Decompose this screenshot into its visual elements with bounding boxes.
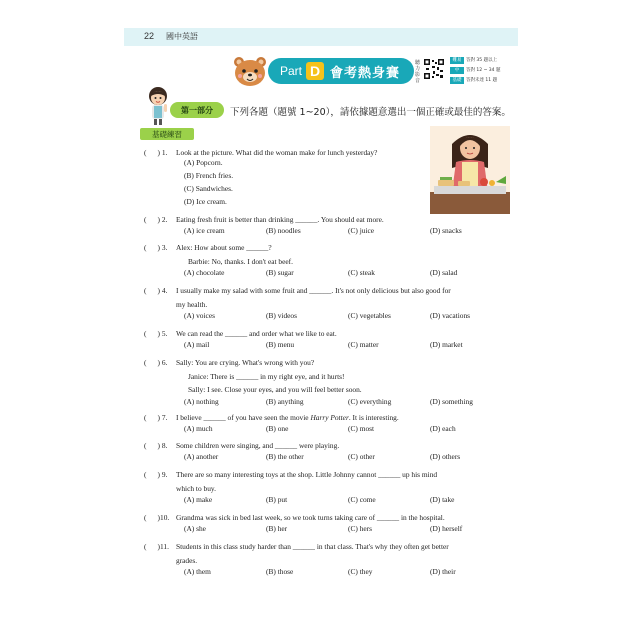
- score-row: [450, 66, 516, 74]
- answer-option[interactable]: (D) something: [430, 397, 473, 406]
- answer-option[interactable]: (B) anything: [266, 397, 304, 406]
- question-line: Look at the picture. What did the woman make for lunch yesterday?: [176, 148, 378, 157]
- question-stem: [176, 241, 536, 268]
- answer-option[interactable]: (D) each: [430, 424, 456, 433]
- answer-option[interactable]: (A) much: [184, 424, 213, 433]
- question-line: I usually make my salad with some fruit and ______. It's not only delicious but also good for: [176, 286, 451, 295]
- question-stem: [176, 468, 536, 495]
- question-line: [176, 411, 536, 425]
- question-line: Some children were singing, and ______ were playing.: [176, 441, 340, 450]
- question-line: Alex: How about some ______?: [176, 243, 272, 252]
- answer-option[interactable]: (A) she: [184, 524, 206, 533]
- question-stem: [176, 511, 536, 525]
- answer-option[interactable]: (C) juice: [348, 226, 375, 235]
- answer-option[interactable]: (A) make: [184, 495, 213, 504]
- question-line: Janice: There is ______ in my right eye, and it hurts!: [188, 371, 345, 381]
- answer-option[interactable]: (C) steak: [348, 268, 375, 277]
- answer-option[interactable]: (A) chocolate: [184, 268, 225, 277]
- book-title: 國中英語: [166, 32, 198, 41]
- answer-option[interactable]: (A) mail: [184, 340, 210, 349]
- answer-option[interactable]: (D) their: [430, 567, 456, 576]
- question-text: I believe ______ of you have seen the movie: [176, 413, 311, 422]
- qr-label: 聽力影音: [415, 60, 421, 84]
- answer-option[interactable]: (A) nothing: [184, 397, 219, 406]
- answer-blank[interactable]: ( ) 4.: [144, 286, 168, 295]
- answer-blank[interactable]: ( )10.: [144, 513, 170, 522]
- part-letter: D: [306, 62, 324, 80]
- qr-code-icon[interactable]: [423, 58, 445, 80]
- question-line: There are so many interesting toys at the shop. Little Johnny cannot ______ up his mind: [176, 470, 438, 479]
- page-number: 22: [144, 31, 155, 41]
- score-row: [450, 56, 516, 64]
- answer-option[interactable]: (B) French fries.: [184, 171, 234, 180]
- question-line: Students in this class study harder than ______ in that class. That's why they often get better: [176, 542, 449, 551]
- section-instruction: 下列各題（題號 1~20），請依據題意選出一個正確或最佳的答案。: [230, 107, 511, 118]
- score-value: 答對 35 題以上: [466, 58, 498, 63]
- answer-blank[interactable]: ( ) 7.: [144, 413, 168, 422]
- question-line: Grandma was sick in bed last week, so we took turns taking care of ______ in the hospital.: [176, 513, 445, 522]
- part-banner: [268, 58, 414, 84]
- answer-option[interactable]: (A) another: [184, 452, 219, 461]
- question-stem: [176, 327, 536, 341]
- question-stem: [176, 146, 536, 160]
- question-line: Barbie: No, thanks. I don't eat beef.: [188, 256, 293, 266]
- question-text: . It is interesting.: [348, 413, 399, 422]
- answer-option[interactable]: (B) put: [266, 495, 288, 504]
- answer-option[interactable]: (D) market: [430, 340, 463, 349]
- score-guide: [450, 56, 516, 86]
- answer-option[interactable]: (C) other: [348, 452, 375, 461]
- part-word: Part: [280, 64, 303, 78]
- question-line: We can read the ______ and order what we like to eat.: [176, 329, 337, 338]
- subsection-label: 基礎練習: [140, 128, 194, 140]
- answer-blank[interactable]: ( ) 6.: [144, 358, 168, 367]
- answer-option[interactable]: (D) salad: [430, 268, 458, 277]
- score-row: [450, 76, 516, 84]
- answer-option[interactable]: (C) come: [348, 495, 376, 504]
- answer-option[interactable]: (A) Popcorn.: [184, 158, 223, 167]
- question-stem: [176, 284, 536, 311]
- answer-option[interactable]: (A) voices: [184, 311, 215, 320]
- answer-option[interactable]: (B) sugar: [266, 268, 294, 277]
- girl-mascot-icon: [144, 86, 172, 126]
- answer-option[interactable]: (D) take: [430, 495, 455, 504]
- question-stem: [176, 213, 536, 227]
- answer-blank[interactable]: ( ) 8.: [144, 441, 168, 450]
- score-tag: 難易: [450, 57, 464, 64]
- answer-blank[interactable]: ( ) 3.: [144, 243, 168, 252]
- answer-option[interactable]: (B) noodles: [266, 226, 301, 235]
- score-value: 答對 12 ~ 34 題: [466, 68, 501, 73]
- answer-option[interactable]: (B) videos: [266, 311, 297, 320]
- answer-option[interactable]: (B) menu: [266, 340, 295, 349]
- movie-title: Harry Potter: [310, 413, 349, 422]
- answer-blank[interactable]: ( ) 1.: [144, 148, 168, 157]
- answer-option[interactable]: (C) everything: [348, 397, 392, 406]
- score-tag: 中: [450, 67, 464, 74]
- answer-option[interactable]: (B) those: [266, 567, 294, 576]
- question-stem: [176, 540, 536, 567]
- question-line: Eating fresh fruit is better than drinking ______. You should eat more.: [176, 215, 384, 224]
- answer-option[interactable]: (D) vacations: [430, 311, 471, 320]
- answer-option[interactable]: (A) ice cream: [184, 226, 225, 235]
- answer-option[interactable]: (D) snacks: [430, 226, 462, 235]
- question-stem: [176, 439, 536, 453]
- part-title: 會考熱身賽: [330, 65, 401, 81]
- question-line: grades.: [176, 555, 198, 565]
- question-line: Sally: You are crying. What's wrong with you?: [176, 358, 315, 367]
- bear-mascot-icon: [232, 55, 268, 87]
- question-line: Sally: I see. Close your eyes, and you will feel better soon.: [188, 385, 362, 394]
- question-stem: [176, 356, 536, 397]
- answer-blank[interactable]: ( ) 9.: [144, 470, 168, 479]
- answer-blank[interactable]: ( ) 5.: [144, 329, 168, 338]
- answer-option[interactable]: (D) others: [430, 452, 461, 461]
- answer-option[interactable]: (A) them: [184, 567, 211, 576]
- answer-option[interactable]: (C) matter: [348, 340, 379, 349]
- answer-option[interactable]: (B) the other: [266, 452, 304, 461]
- answer-blank[interactable]: ( ) 2.: [144, 215, 168, 224]
- answer-blank[interactable]: ( )11.: [144, 542, 169, 551]
- score-value: 答對未達 11 題: [466, 78, 498, 83]
- answer-option[interactable]: (C) most: [348, 424, 375, 433]
- answer-option[interactable]: (C) they: [348, 567, 373, 576]
- answer-option[interactable]: (C) hers: [348, 524, 373, 533]
- woman-cooking-illustration: [430, 126, 510, 214]
- answer-option[interactable]: (D) herself: [430, 524, 463, 533]
- score-tag: 基礎: [450, 77, 464, 84]
- question-line: which to buy.: [176, 483, 216, 493]
- question-line: my health.: [176, 299, 208, 309]
- answer-option[interactable]: (C) vegetables: [348, 311, 391, 320]
- answer-option[interactable]: (B) her: [266, 524, 288, 533]
- question-stem: [176, 411, 536, 425]
- answer-option[interactable]: (D) Ice cream.: [184, 197, 227, 206]
- section-label: 第一部分: [170, 102, 224, 118]
- answer-option[interactable]: (C) Sandwiches.: [184, 184, 233, 193]
- answer-option[interactable]: (B) one: [266, 424, 289, 433]
